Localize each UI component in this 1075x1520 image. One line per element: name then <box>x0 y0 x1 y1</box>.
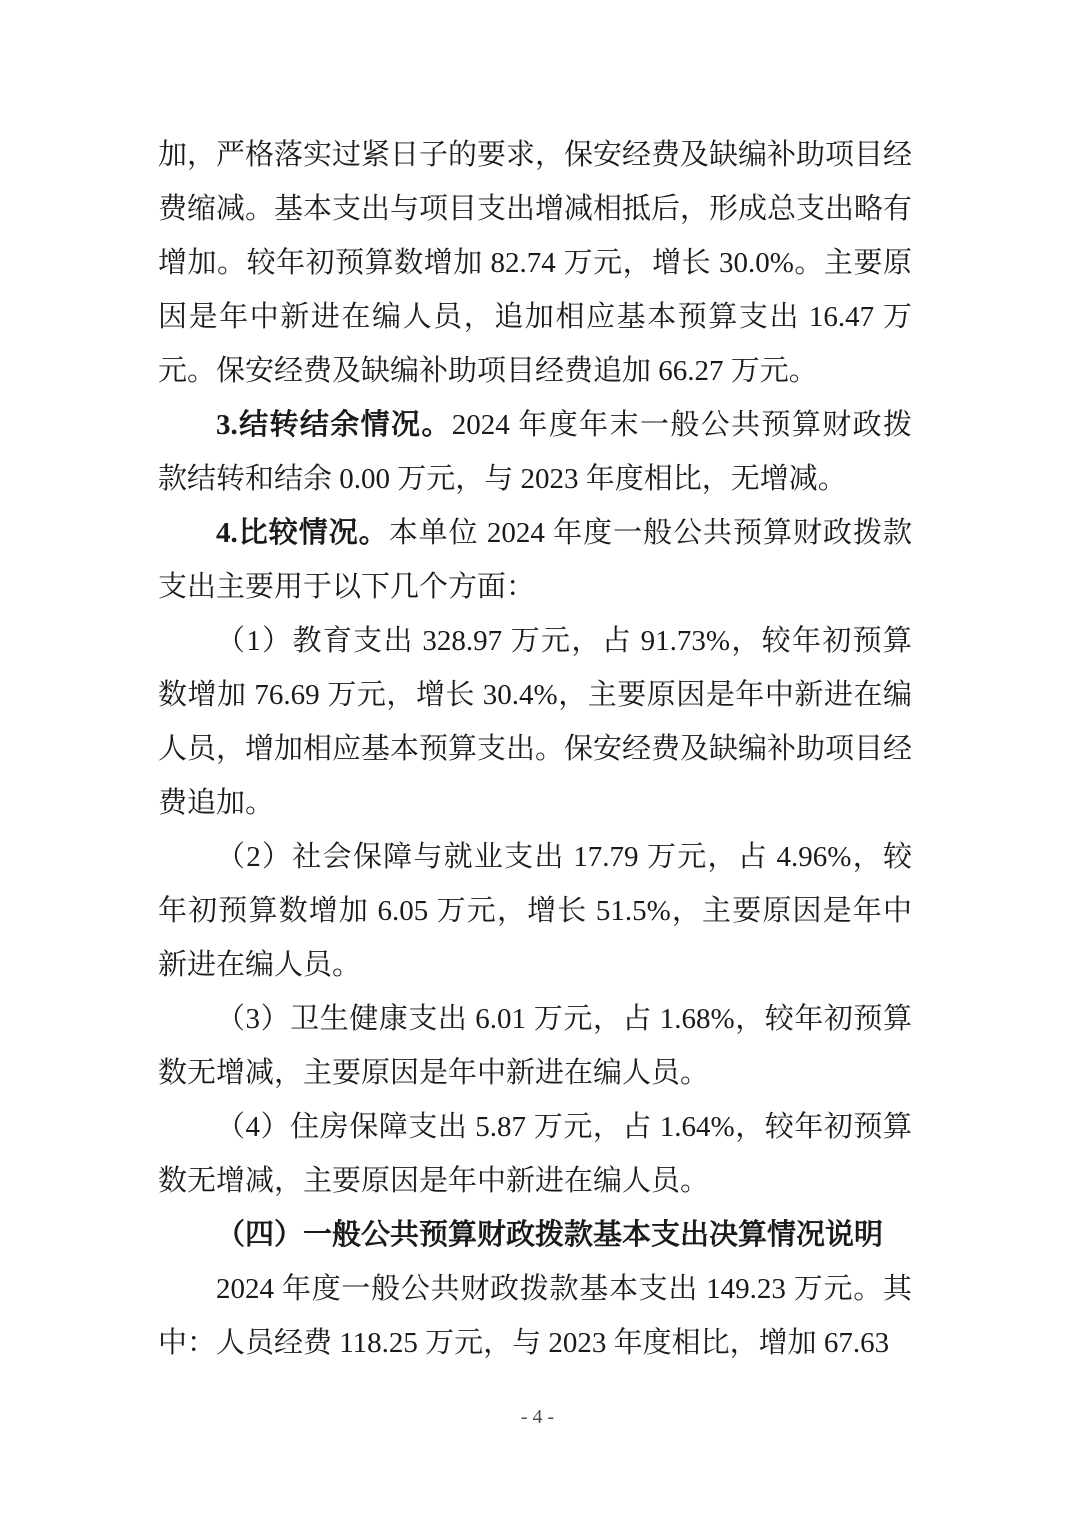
paragraph-text: 本单位 2024 年度一般公共预算财政拨款支出主要用于以下几个方面： <box>158 517 912 603</box>
paragraph-text: （4）住房保障支出 5.87 万元，占 1.64%，较年初预算数无增减，主要原因是年中新进在编人员。 <box>158 1111 912 1197</box>
item-1-education <box>158 614 912 830</box>
item-4-housing <box>158 1100 912 1208</box>
paragraph-text: 2024 年度一般公共财政拨款基本支出 149.23 万元。其中：人员经费 118.25 万元，与 2023 年度相比，增加 67.63 <box>158 1273 912 1359</box>
continued-paragraph <box>158 128 912 398</box>
page-number: - 4 - <box>520 1406 555 1428</box>
paragraph-text: （2）社会保障与就业支出 17.79 万元，占 4.96%，较年初预算数增加 6.05 万元，增长 51.5%，主要原因是年中新进在编人员。 <box>158 841 912 981</box>
comparison-section <box>158 506 912 614</box>
paragraph-text: 加，严格落实过紧日子的要求，保安经费及缺编补助项目经费缩减。基本支出与项目支出增减相抵后，形成总支出略有增加。较年初预算数增加 82.74 万元，增长 30.0%。主要原因是年中新进在编人员，追加相应基本预算支出 16.47 万元。保安经费及缺编补助项目经费追加 66.27 万元。 <box>158 139 913 387</box>
section-4-heading <box>158 1208 912 1262</box>
item-3-health <box>158 992 912 1100</box>
basic-expenditure-paragraph <box>158 1262 912 1370</box>
paragraph-text: 2024 年度年末一般公共预算财政拨款结转和结余 0.00 万元，与 2023 年度相比，无增减。 <box>158 409 912 495</box>
section-number-label: 3.结转结余情况。 <box>216 409 452 441</box>
carryover-balance-section <box>158 398 912 506</box>
paragraph-text: （1）教育支出 328.97 万元，占 91.73%，较年初预算数增加 76.69 万元，增长 30.4%，主要原因是年中新进在编人员，增加相应基本预算支出。保安经费及缺编补助项目经费追加。 <box>158 625 913 819</box>
section-number-label: 4.比较情况。 <box>216 517 389 549</box>
item-2-social-security <box>158 830 912 992</box>
document-body <box>158 128 912 1370</box>
heading-text: （四）一般公共预算财政拨款基本支出决算情况说明 <box>216 1219 884 1251</box>
paragraph-text: （3）卫生健康支出 6.01 万元，占 1.68%，较年初预算数无增减，主要原因是年中新进在编人员。 <box>158 1003 912 1089</box>
